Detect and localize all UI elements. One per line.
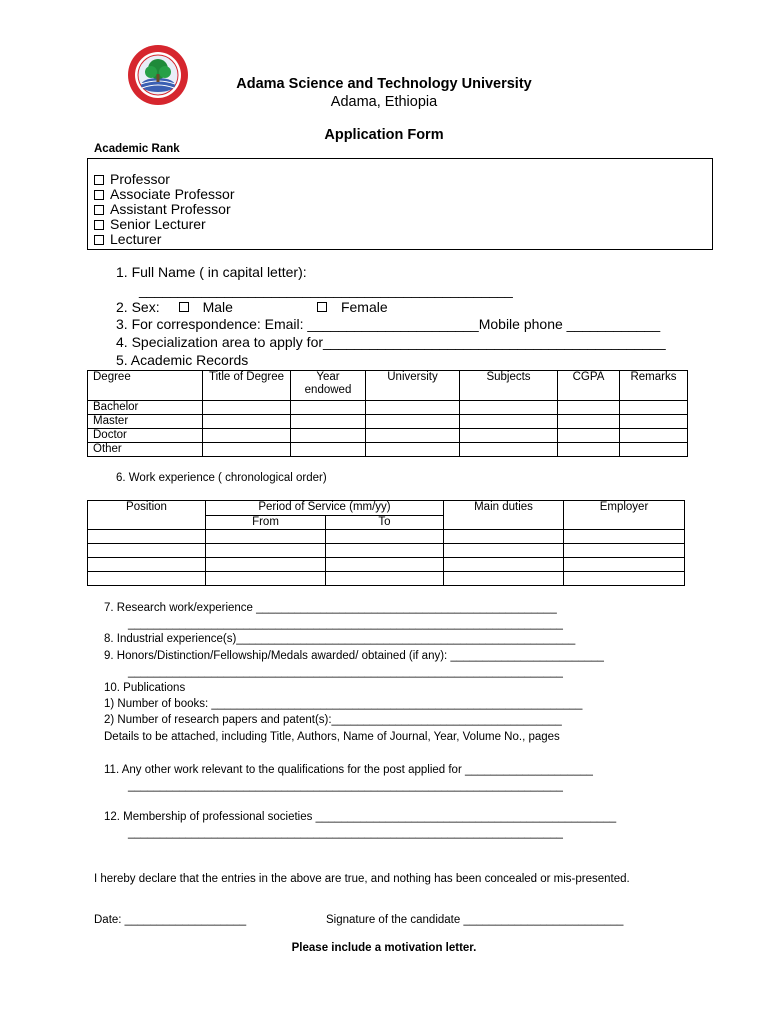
academic-rank-box xyxy=(87,158,713,250)
checkbox-icon[interactable] xyxy=(94,190,104,200)
table-row[interactable] xyxy=(88,401,688,415)
column-header: From xyxy=(206,516,326,530)
university-name: Adama Science and Technology University xyxy=(236,76,532,92)
column-header: Position xyxy=(88,501,206,530)
table-row[interactable] xyxy=(88,429,688,443)
university-city: Adama, Ethiopia xyxy=(330,94,438,110)
column-header: Year endowed xyxy=(291,371,366,401)
column-header: Period of Service (mm/yy) xyxy=(206,501,444,516)
table-row[interactable] xyxy=(88,443,688,457)
form-title: Application Form xyxy=(324,127,444,143)
membership-field[interactable]: 12. Membership of professional societies _______________________________________________ xyxy=(104,811,617,823)
column-header: Title of Degree xyxy=(203,371,291,401)
work-experience-label: 6. Work experience ( chronological order) xyxy=(116,472,327,484)
female-label: Female xyxy=(340,299,388,315)
full-name-field[interactable]: ________________________________________________ xyxy=(139,282,513,298)
column-header: Degree xyxy=(88,371,203,401)
publications-label: 10. Publications xyxy=(104,682,186,694)
degree-cell: Master xyxy=(88,415,203,429)
publication-details-note: Details to be attached, including Title, Authors, Name of Journal, Year, Volume No., pages xyxy=(104,731,560,743)
rank-option-lecturer[interactable]: Lecturer xyxy=(94,232,161,247)
column-header: Employer xyxy=(564,501,685,530)
research-work-field[interactable]: 7. Research work/experience _______________________________________________ xyxy=(104,602,557,614)
industrial-experience-field[interactable]: 8. Industrial experience(s)_____________________________________________________ xyxy=(104,633,576,645)
rank-option-assistant-professor[interactable]: Assistant Professor xyxy=(94,202,231,217)
motivation-letter-note: Please include a motivation letter. xyxy=(291,942,477,954)
column-header: CGPA xyxy=(558,371,620,401)
academic-records-label: 5. Academic Records xyxy=(116,352,249,368)
table-header-row xyxy=(88,371,688,401)
column-header: University xyxy=(366,371,460,401)
correspondence-field[interactable]: 3. For correspondence: Email: ______________________Mobile phone ____________ xyxy=(116,316,661,332)
rank-option-professor[interactable]: Professor xyxy=(94,172,170,187)
male-label: Male xyxy=(202,299,233,315)
male-checkbox[interactable] xyxy=(179,302,189,312)
female-checkbox[interactable] xyxy=(317,302,327,312)
other-work-line[interactable]: ____________________________________________________________________ xyxy=(128,780,563,792)
specialization-field[interactable]: 4. Specialization area to apply for____________________________________________ xyxy=(116,334,666,350)
table-row[interactable] xyxy=(88,544,685,558)
checkbox-icon[interactable] xyxy=(94,205,104,215)
number-of-books-field[interactable]: 1) Number of books: __________________________________________________________ xyxy=(104,698,583,710)
degree-cell: Other xyxy=(88,443,203,457)
honors-line[interactable]: ____________________________________________________________________ xyxy=(128,666,563,678)
degree-cell: Doctor xyxy=(88,429,203,443)
checkbox-icon[interactable] xyxy=(94,175,104,185)
full-name-label: 1. Full Name ( in capital letter): xyxy=(116,264,307,280)
column-header: Remarks xyxy=(620,371,688,401)
other-work-field[interactable]: 11. Any other work relevant to the qualifications for the post applied for ____________________ xyxy=(104,764,593,776)
column-header: Main duties xyxy=(444,501,564,530)
checkbox-icon[interactable] xyxy=(94,220,104,230)
honors-field[interactable]: 9. Honors/Distinction/Fellowship/Medals awarded/ obtained (if any): ________________________ xyxy=(104,650,604,662)
sex-row xyxy=(116,299,388,315)
table-row[interactable] xyxy=(88,415,688,429)
rank-option-associate-professor[interactable]: Associate Professor xyxy=(94,187,235,202)
table-row[interactable] xyxy=(88,572,685,586)
checkbox-icon[interactable] xyxy=(94,235,104,245)
table-row[interactable] xyxy=(88,558,685,572)
membership-line[interactable]: ____________________________________________________________________ xyxy=(128,827,563,839)
table-row[interactable] xyxy=(88,530,685,544)
research-work-line[interactable]: ____________________________________________________________________ xyxy=(128,618,563,630)
column-header: Subjects xyxy=(460,371,558,401)
number-of-papers-field[interactable]: 2) Number of research papers and patent(s):____________________________________ xyxy=(104,714,562,726)
academic-records-table xyxy=(87,370,688,457)
date-field[interactable]: Date: ___________________ xyxy=(94,914,247,926)
column-header: To xyxy=(326,516,444,530)
degree-cell: Bachelor xyxy=(88,401,203,415)
rank-option-senior-lecturer[interactable]: Senior Lecturer xyxy=(94,217,206,232)
signature-field[interactable]: Signature of the candidate _________________________ xyxy=(326,914,624,926)
academic-rank-label: Academic Rank xyxy=(94,143,180,155)
work-experience-table xyxy=(87,500,685,586)
table-header-row xyxy=(88,501,685,516)
declaration-text: I hereby declare that the entries in the above are true, and nothing has been concealed or mis-presented. xyxy=(94,873,630,885)
sex-label: 2. Sex: xyxy=(116,299,160,315)
